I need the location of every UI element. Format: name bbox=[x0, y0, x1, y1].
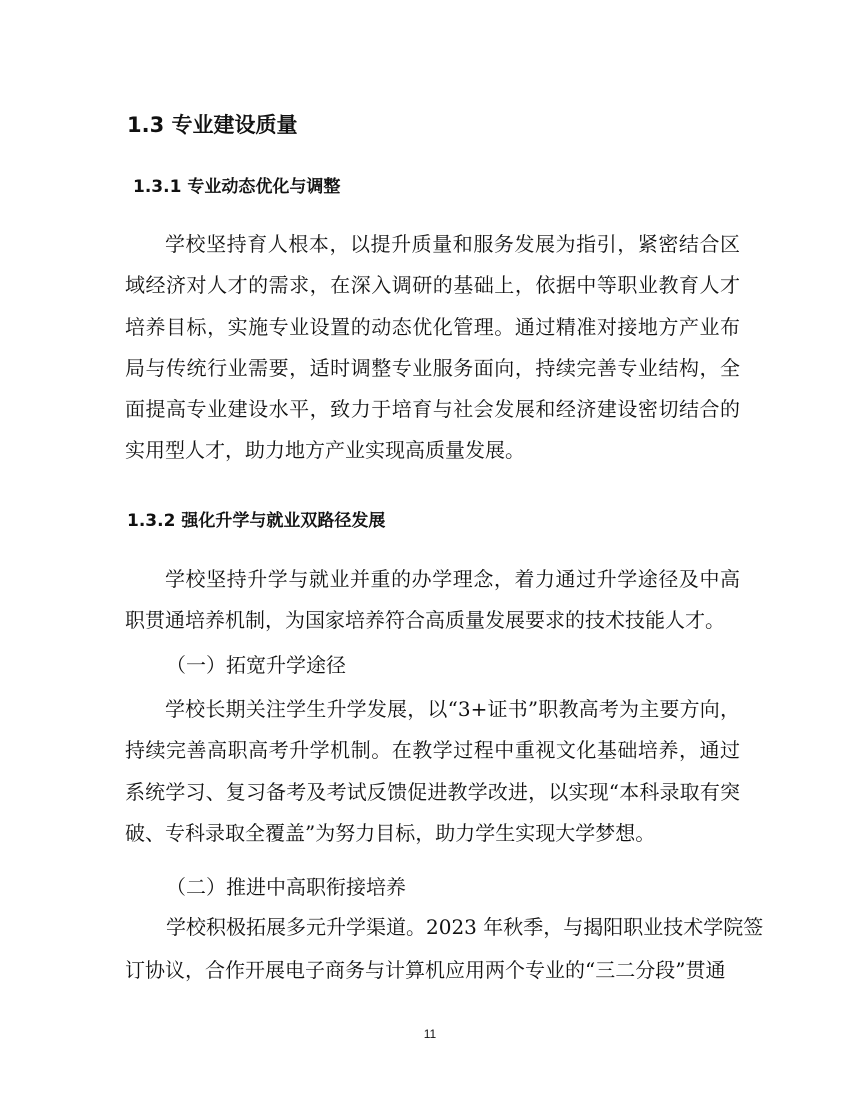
paragraph-1-3-1: 学校坚持育人根本，以提升质量和服务发展为指引，紧密结合区域经济对人才的需求，在深入调研的基础上，依据中等职业教育人才培养目标，实施专业设置的动态优化管理。通过精准对接地方产业布局与传统行业需要，适时调整专业服务面向，持续完善专业结构，全面提高专业建设水平，致力于培育与社会发展和经济建设密切结合的实用型人才，助力地方产业实现高质量发展。 bbox=[125, 232, 740, 463]
paragraph-item-1: 学校长期关注学生升学发展，以“3+证书”职教高考为主要方向，持续完善高职高考升学机制。在教学过程中重视文化基础培养，通过系统学习、复习备考及考试反馈促进教学改进，以实现“本科录取有突破、专科录取全覆盖”为努力目标，助力学生实现大学梦想。 bbox=[125, 697, 740, 845]
page-number: 11 bbox=[423, 1027, 437, 1041]
item-title-2: （二）推进中高职衔接培养 bbox=[166, 875, 406, 899]
paragraph-item-2-line-1: 学校积极拓展多元升学渠道。2023 年秋季，与揭阳职业技术学院签 bbox=[166, 915, 764, 939]
section-title: 1.3 专业建设质量 bbox=[127, 113, 298, 137]
subsection-title-1-3-1: 1.3.1 专业动态优化与调整 bbox=[133, 177, 341, 197]
paragraph-1-3-2-intro: 学校坚持升学与就业并重的办学理念，着力通过升学途径及中高职贯通培养机制，为国家培养符合高质量发展要求的技术技能人才。 bbox=[125, 567, 740, 633]
subsection-title-1-3-2: 1.3.2 强化升学与就业双路径发展 bbox=[127, 511, 386, 531]
item-title-1: （一）拓宽升学途径 bbox=[166, 653, 346, 677]
paragraph-item-2-line-2: 订协议，合作开展电子商务与计算机应用两个专业的“三二分段”贯通 bbox=[125, 958, 726, 982]
